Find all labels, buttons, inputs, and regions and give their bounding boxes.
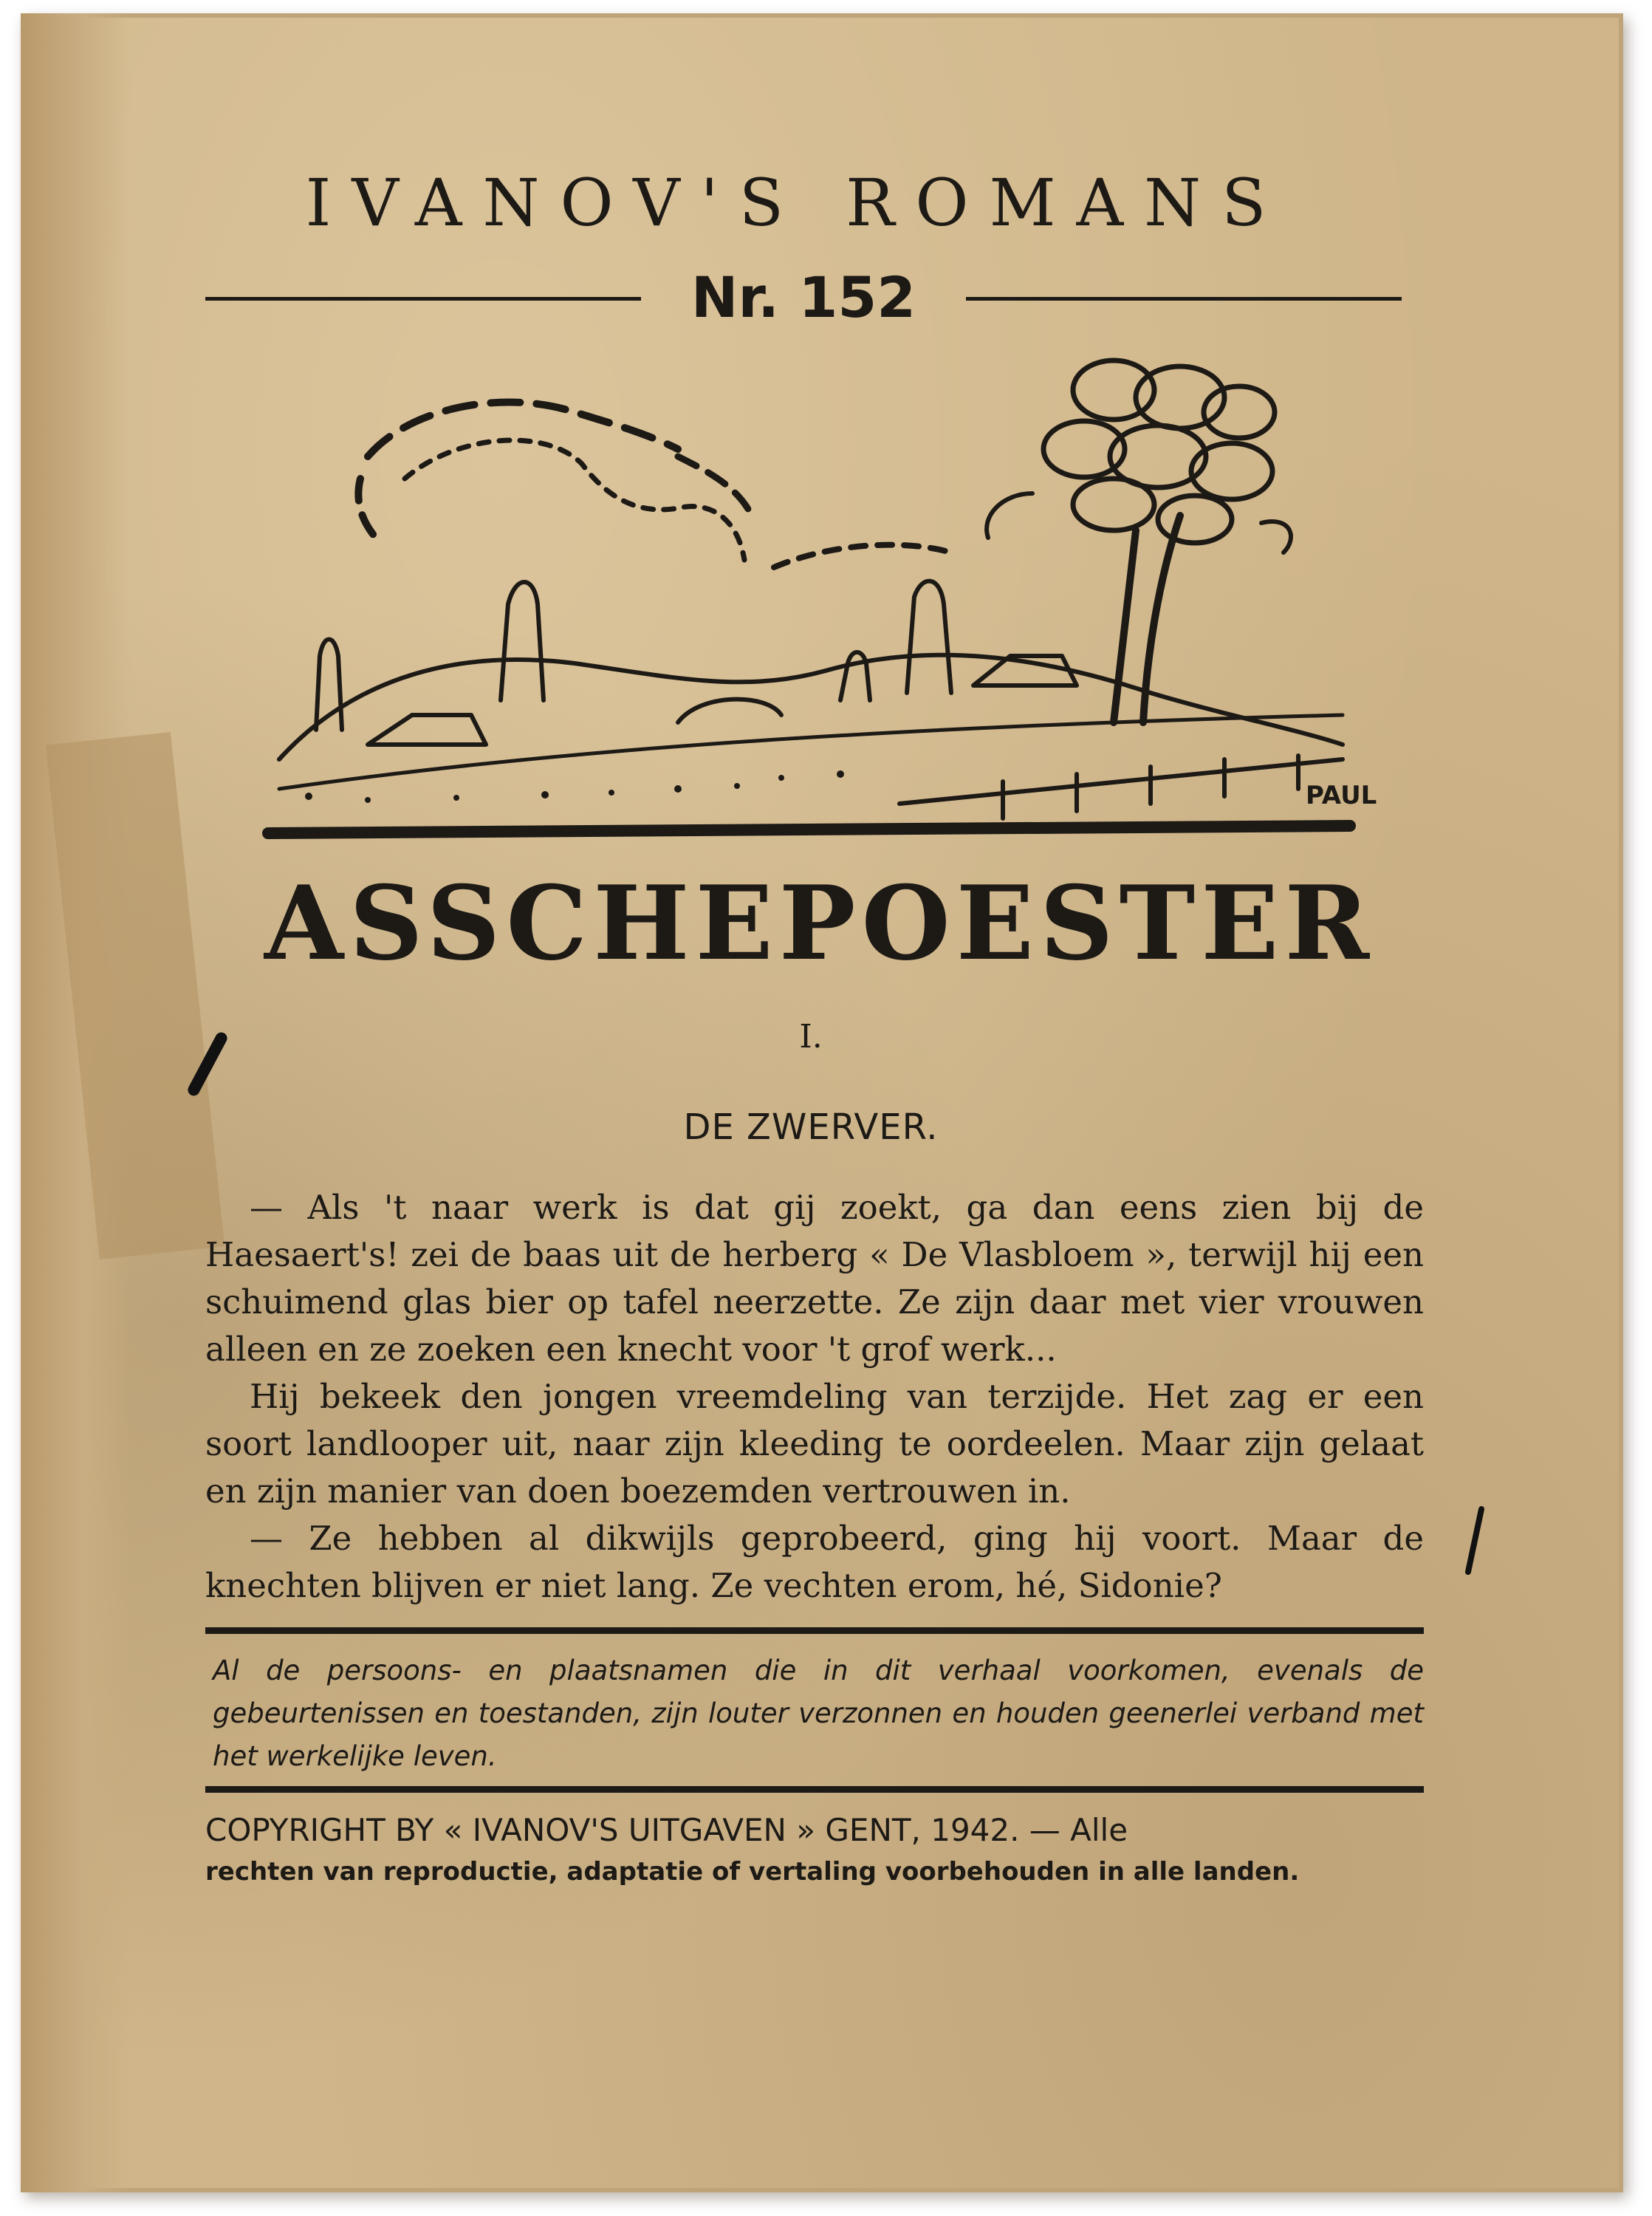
story-paragraph-3: — Ze hebben al dikwijls geprobeerd, ging hij voort. Maar de knechten blijven er niet lang. Ze vechten erom, hé, Sidonie? [205,1519,1424,1605]
farmhouse-left [368,715,486,745]
illustrator-signature: PAUL [1306,781,1377,810]
pen-mark-right [1464,1505,1485,1576]
issue-rule-left [205,297,641,301]
chapter-title: DE ZWERVER. [683,1107,939,1148]
ground-line [268,826,1350,833]
poplar-tree-3 [907,581,951,693]
disclaimer-rule-top [205,1627,1424,1634]
book-title: ASSCHEPOESTER [264,863,1376,983]
poplar-tree-2 [501,582,544,700]
field-line [279,715,1343,789]
chapter-number: I. [799,1018,823,1056]
cloud-dash-5 [774,545,951,567]
copyright-line-1: COPYRIGHT BY « IVANOV'S UITGAVEN » GENT, 1942. — Alle [205,1812,1128,1848]
disclaimer-text: Al de persoons- en plaatsnamen die in dit verhaal voorkomen, evenals de gebeurtenissen en toestanden, zijn louter verzonnen en houden geenerlei verband met het werkelijke leven. [213,1655,1424,1772]
bridge-arch [678,700,781,722]
cloud-dash-2 [358,479,383,545]
story-paragraph-1: — Als 't naar werk is dat gij zoekt, ga dan eens zien bij de Haesaert's! zei de baas uit de herberg « De Vlasbloem », terwijl hij een schuimend glas bier op tafel neerzette. Ze zijn daar met vier vrouwen alleen en ze zoeken een knecht voor 't grof werk... [205,1188,1424,1369]
issue-number-row [205,264,1402,331]
copyright-notice [205,1808,1424,1891]
story-body [205,1184,1424,1610]
cloud-dash-3 [405,440,744,560]
tree-trunk-2 [1143,516,1180,722]
fence-rail [899,759,1343,804]
issue-rule-right [966,297,1402,301]
tree-trunk-1 [1114,530,1136,722]
series-title: IVANOV'S ROMANS [305,165,1287,241]
landscape-illustration [264,346,1377,848]
small-tree [840,652,870,700]
copyright-line-2: rechten van reproductie, adaptatie of vertaling voorbehouden in alle landen. [205,1857,1300,1887]
issue-number: Nr. 152 [690,264,916,330]
cloud-dash-1 [368,403,678,457]
story-paragraph-2: Hij bekeek den jongen vreemdeling van terzijde. Het zag er een soort landlooper uit, naar zijn kleeding te oordeelen. Maar zijn gelaat en zijn manier van doen boezemden vertrouwen in. [205,1377,1424,1511]
pamphlet-cover-page [21,13,1623,2192]
disclaimer-rule-bottom [205,1786,1424,1793]
